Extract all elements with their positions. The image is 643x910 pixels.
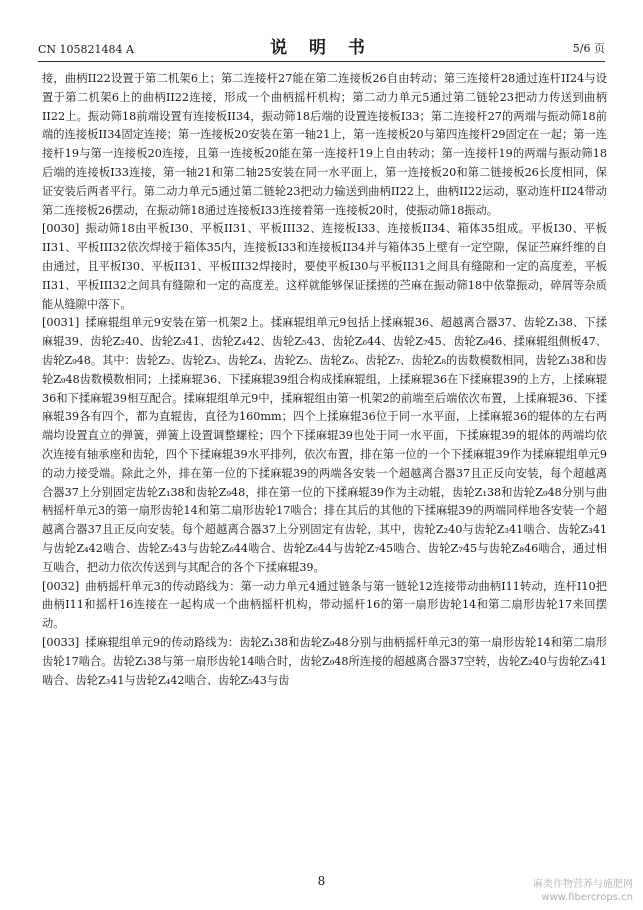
paragraph-text: 揉麻辊组单元9安装在第一机架2上。揉麻辊组单元9包括上揉麻辊36、超越离合器37、齿轮Z₁38、下揉麻辊39、齿轮Z₂40、齿轮Z₃41、齿轮Z₄42、齿轮Z₅43、齿轮Z₆44、齿轮Z₇45、齿轮Z₈46、揉麻辊组侧板47、齿轮Z₉48。其中：齿轮Z₂、齿轮Z₃、齿轮Z₄、齿轮Z₅、齿轮Z₆、齿轮Z₇、齿轮Z₈的齿数模数相同，齿轮Z₁38和齿轮Z₉48齿数模数相同；上揉麻辊36、下揉麻辊39组合构成揉麻辊组，上揉麻辊36在下揉麻辊39的上方，上揉麻辊36和下揉麻辊39相互配合。揉麻辊组单元9中，揉麻辊组由第一机架2的前端至后端依次布置，上揉麻辊36、下揉麻辊39各有四个，都为直辊齿，直径为160mm；四个上揉麻辊36位于同一水平面，上揉麻辊36的辊体的左右两端均设置直立的弹簧，弹簧上设置调整螺栓；四个下揉麻辊39也处于同一水平面，下揉麻辊39的辊体的两端均依次连接有轴承座和齿轮，四个下揉麻辊39水平排列，依次布置，排在第一位的一个下揉麻辊39作为揉麻辊组单元9的动力接受端。除此之外，排在第一位的下揉麻辊39的两端各安装一个超越离合器37且正反向安装，每个超越离合器37上分别固定齿轮Z₁38和齿轮Z₉48，排在第一位的下揉麻辊39作为主动辊，齿轮Z₁38和齿轮Z₉48分别与曲柄摇杆单元3的第一扇形齿轮14和第二扇形齿轮17啮合；排在其后的其他的下揉麻辊39的两端同样地各安装一个超越离合器37且正反向安装。每个超越离合器37上分别固定有齿轮，其中，齿轮Z₂40与齿轮Z₃41啮合、齿轮Z₃41与齿轮Z₄42啮合、齿轮Z₅43与齿轮Z₆44啮合、齿轮Z₆44与齿轮Z₇45啮合、齿轮Z₇45与齿轮Z₈46啮合，通过相互啮合，把动力依次传送到与其配合的各个下揉麻辊39。	[42, 316, 607, 574]
paragraph-number: [0033]	[42, 635, 80, 649]
paragraph	[42, 314, 607, 577]
paragraph-number: [0030]	[42, 222, 80, 236]
page-number: 8	[317, 874, 326, 888]
paragraph-text: 曲柄摇杆单元3的传动路线为：第一动力单元4通过链条与第一链轮12连接带动曲柄I11转动，连杆I10把曲柄I11和摇杆16连接在一起构成一个曲柄摇杆机构，带动摇杆16的第一扇形齿轮14和第二扇形齿轮17来回摆动。	[42, 579, 607, 631]
page-header	[38, 36, 605, 60]
watermark-title: 麻类作物营养与施肥网	[533, 879, 633, 890]
patent-number: CN 105821484 A	[38, 43, 134, 56]
paragraph-text: 揉麻辊组单元9的传动路线为：齿轮Z₁38和齿轮Z₉48分别与曲柄摇杆单元3的第一扇形齿轮14和第二扇形齿轮17啮合。齿轮Z₁38与第一扇形齿轮14啮合时，齿轮Z₉48所连接的超越离合器37空转，齿轮Z₂40与齿轮Z₃41啮合、齿轮Z₃41与齿轮Z₄42啮合、齿轮Z₅43与齿	[42, 635, 607, 687]
paragraph	[42, 578, 607, 634]
paragraph	[42, 634, 607, 690]
paragraph	[42, 70, 607, 220]
page-indicator: 5/6 页	[572, 42, 605, 55]
document-title: 说 明 书	[270, 38, 373, 58]
paragraph-text: 接，曲柄II22设置于第二机架6上；第二连接杆27能在第二连接板26自由转动；第三连接杆28通过连杆II24与设置于第二机架6上的曲柄II22连接，形成一个曲柄摇杆机构；第二动力单元5通过第二链轮23把动力传送到曲柄II22上。振动筛18前端设置有连接板II34，振动筛18后端的设置连接板I33；第二连接杆27的两端与振动筛18前端的连接板II34固定连接；第一连接板20安装在第一轴21上，第一连接板20与第四连接杆29固定在一起；第一连接杆19与第一连接板20连接，且第一连接板20能在第一连接杆19上自由转动；第一连接杆19的两端与振动筛18后端的连接板I33连接，第一轴21和第二轴25安装在同一水平面上，第一连接板20和第二链接板26长度相同，保证安装后两者平行。第二动力单元5通过第二链轮23把动力输送到曲柄II22上，曲柄II22运动，驱动连杆II24带动第二连接板26摆动，在振动筛18通过连接板I33连接着第一连接板20时，使振动筛18振动。	[42, 72, 607, 217]
paragraph	[42, 220, 607, 314]
header-rule	[38, 61, 605, 62]
paragraph-number: [0032]	[42, 579, 80, 593]
paragraph-number: [0031]	[42, 316, 80, 330]
watermark-url: www.fibercrops.cn	[541, 892, 633, 903]
paragraph-text: 振动筛18由平板I30、平板II31、平板III32、连接板I33、连接板II34、箱体35组成。平板I30、平板II31、平板III32依次焊接于箱体35内，连接板I33和连接板II34并与箱体35上壁有一定空隙，保证苎麻纤维的自由通过，且平板I30、平板II31、平板III32焊接时，要使平板I30与平板II31之间具有缝隙和一定的高度差，平板II31、平板III32之间具有缝隙和一定的高度差。这样就能够保证揉搓的苎麻在振动筛18中依靠振动，碎屑等杂质能从缝隙中落下。	[42, 222, 607, 311]
body-text	[42, 70, 607, 690]
watermark	[533, 878, 633, 904]
